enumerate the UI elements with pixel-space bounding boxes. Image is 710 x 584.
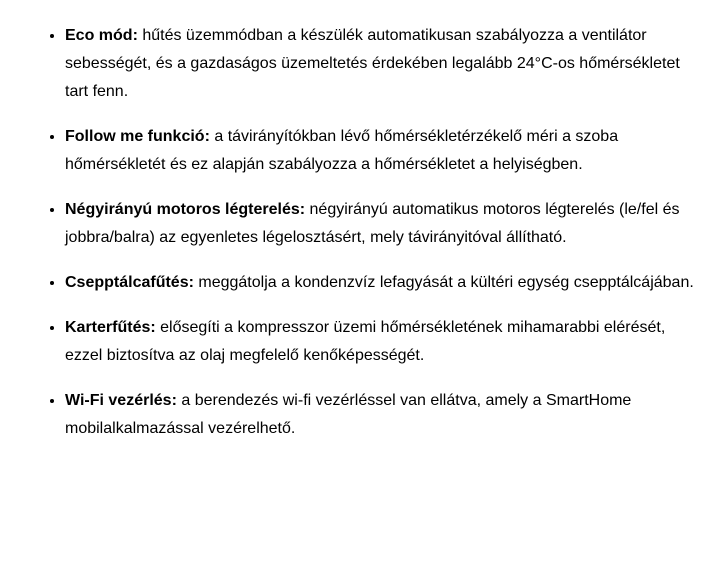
- feature-description: a távirányítókban lévő hőmérsékletérzékelő méri a szoba hőmérsékletét és ez alapján szabályozza a hőmérsékletet a helyiségben.: [65, 128, 619, 173]
- feature-title: Karterfűtés:: [65, 319, 156, 336]
- feature-title: Wi-Fi vezérlés:: [65, 392, 177, 409]
- feature-description: négyirányú automatikus motoros légterelés (le/fel és jobbra/balra) az egyenletes légelosztásért, mely távirányitóval állítható.: [65, 201, 680, 246]
- feature-description: a berendezés wi-fi vezérléssel van ellátva, amely a SmartHome mobilalkalmazással vezérelhető.: [65, 392, 632, 437]
- feature-description: hűtés üzemmódban a készülék automatikusan szabályozza a ventilátor sebességét, és a gazdaságos üzemeltetés érdekében legalább 24°C-os hőmérsékletet tart fenn.: [65, 27, 680, 100]
- list-item: [65, 21, 695, 106]
- list-item: [65, 268, 695, 297]
- list-item: [65, 122, 695, 179]
- feature-list: [0, 21, 695, 443]
- feature-title: Csepptálcafűtés:: [65, 274, 194, 291]
- list-item: [65, 386, 695, 443]
- list-item: [65, 313, 695, 370]
- feature-description: elősegíti a kompresszor üzemi hőmérsékletének mihamarabbi elérését, ezzel biztosítva az olaj megfelelő kenőképességét.: [65, 319, 666, 364]
- list-item: [65, 195, 695, 252]
- feature-description: meggátolja a kondenzvíz lefagyását a kültéri egység csepptálcájában.: [198, 274, 694, 291]
- feature-title: Eco mód:: [65, 27, 138, 44]
- feature-title: Follow me funkció:: [65, 128, 210, 145]
- feature-title: Négyirányú motoros légterelés:: [65, 201, 306, 218]
